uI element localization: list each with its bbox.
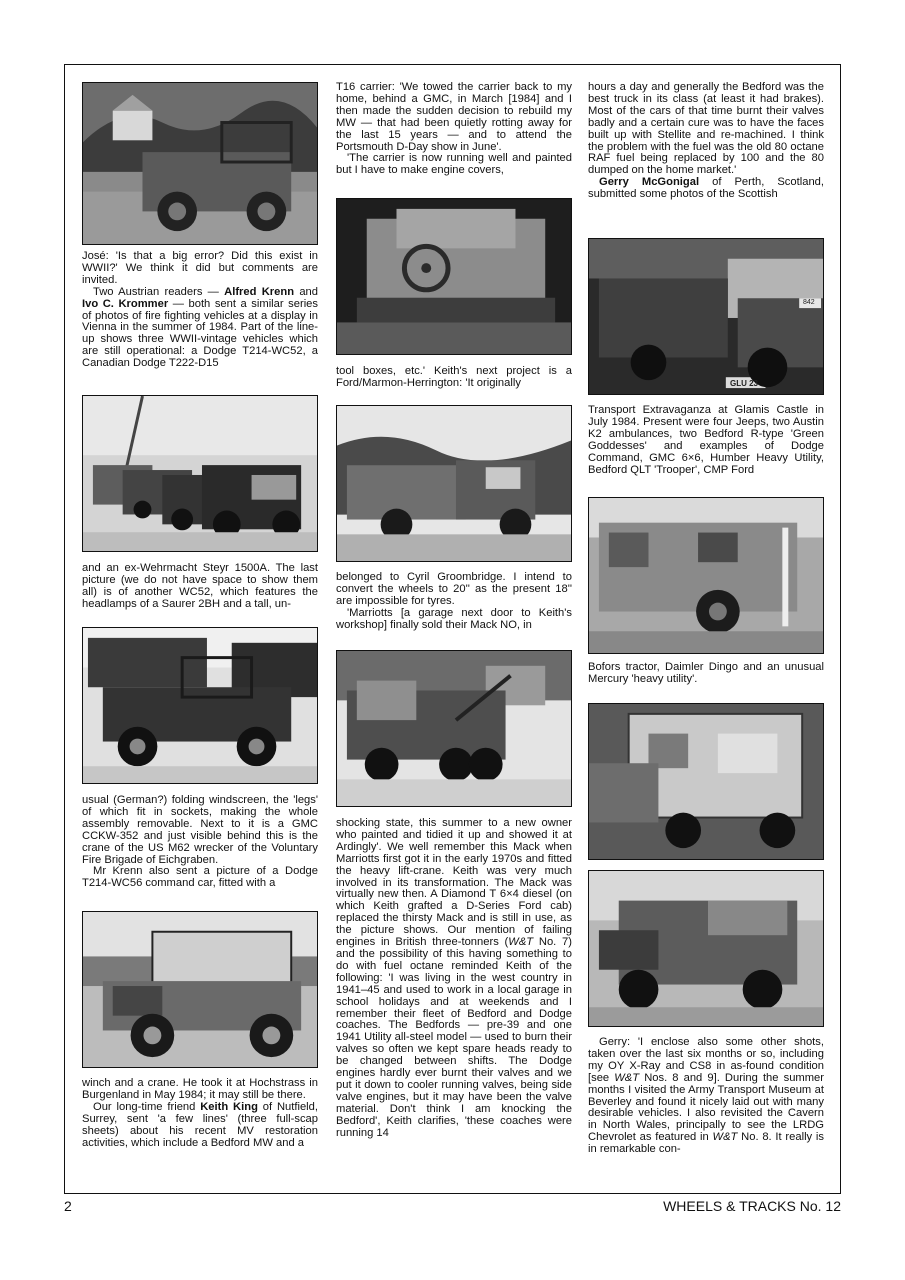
- paragraph: T16 carrier: 'We towed the carrier back to my home, behind a GMC, in March [1984] and I then made the sudden decision to rebuild my MW — that had been quietly rotting away for the last 15 years — and to attend the Portsmouth D-Day show in June'.: [336, 81, 572, 153]
- photo-dodge-command-car: [82, 911, 318, 1068]
- reader-name: Gerry McGonigal: [599, 176, 700, 189]
- photo-cs8: [588, 870, 824, 1027]
- paragraph: tool boxes, etc.' Keith's next project is a Ford/Marmon-Herrington: 'It originally: [336, 365, 572, 389]
- paragraph: hours a day and generally the Bedford was the best truck in its class (at least it had brakes). Most of the cars of that time burnt their valves badly and a certain cure was to have the faces built up with Stellite and re-machined. I think the problem with the fuel was the old 80 octane RAF fuel being replaced by 100 and the 80 dumped on the home market.': [588, 81, 824, 177]
- paragraph: Mr Krenn also sent a picture of a Dodge T214-WC56 command car, fitted with a: [82, 865, 318, 890]
- column-3-text-b: [588, 405, 824, 476]
- paragraph: Transport Extravaganza at Glamis Castle in July 1984. Present were four Jeeps, two Austin K2 ambulances, two Bedford R-type 'Green Goddesses' and examples of Dodge Command, GMC 6×6, Humber Heavy Utility, Bedford QLT 'Trooper', CMP Ford: [588, 404, 824, 476]
- paragraph: 'Marriotts [a garage next door to Keith's workshop] finally sold their Mack NO, in: [336, 606, 572, 631]
- photo-vienna-lineup: [82, 395, 318, 552]
- column-3-text-d: [588, 1037, 824, 1156]
- paragraph: Our long-time friend Keith King of Nutfield, Surrey, sent 'a few lines' (three full-scap sheets) about his recent MV restoration activities, which include a Bedford MW and a: [82, 1100, 318, 1149]
- page-number: 2: [64, 1198, 72, 1214]
- column-2-text-b: [336, 366, 572, 390]
- reader-name: Ivo C. Krommer: [82, 297, 169, 310]
- number-plate: GLU 23: [730, 379, 759, 388]
- column-1-text-c: [82, 795, 318, 890]
- photo-dodge-open-truck: [82, 82, 318, 245]
- column-1-text-b: [82, 563, 318, 611]
- paragraph: José: 'Is that a big error? Did this exist in WWII?' We think it did but comments are invited.: [82, 250, 318, 286]
- number-plate: 842: [803, 299, 815, 306]
- reader-name: Alfred Krenn: [224, 285, 295, 298]
- paragraph: Gerry McGonigal of Perth, Scotland, submitted some photos of the Scottish: [588, 176, 824, 201]
- paragraph: belonged to Cyril Groombridge. I intend to convert the wheels to 20'' as the present 18'' are impossible for tyres.: [336, 571, 572, 607]
- photo-oy-xray: [588, 703, 824, 860]
- column-2-text-d: [336, 818, 572, 1139]
- paragraph: Two Austrian readers — Alfred Krenn and Ivo C. Krommer — both sent a similar series of photos of fire fighting vehicles at a display in Vienna in the summer of 1984. Part of the line-up shows three WWII-vintage vehicles which are still operational: a Dodge T214-WC52, a Canadian Dodge T222-D15: [82, 285, 319, 370]
- paragraph: usual (German?) folding windscreen, the 'legs' of which fit in sockets, making the whole assembly removable. Next to it is a GMC CCKW-352 and just visible behind this is the crane of the US M62 wrecker of the Voluntary Fire Brigade of Eichgraben.: [82, 794, 318, 866]
- photo-glamis-gmc: [588, 238, 824, 395]
- paragraph: winch and a crane. He took it at Hochstrass in Burgenland in May 1984; it may still be there.: [82, 1077, 318, 1101]
- photo-ford-marmon-herrington: [336, 405, 572, 562]
- magazine-abbrev: W&T: [508, 936, 534, 949]
- photo-wc52-windscreen: [82, 627, 318, 784]
- paragraph: shocking state, this summer to a new owner who painted and tidied it up and showed it at Ardingly'. We well remember this Mack when Marriotts first got it in the early 1970s and fitted the heavy lift-crane. Keith was very much involved in its transformation. The Mack was virtually new then. A Diamond T 6×4 diesel (on which Keith grafted a D-Series Ford cab) replaced the thirsty Mack and is still in use, as the picture shows. Our mention of failing engines in British three-tonners (W&T No. 7) and the possibility of this having something to do with fuel octane reminded Keith of the following: 'I was living in the west country in 1941–45 and used to work in a local garage in school holidays and at weekends and I remember their fleet of Bedford and Dodge coaches. The Bedfords — pre-39 and one 1941 Utility all-steel model — used to burn their valves so often we kept spare heads ready to be changed between shifts. The Dodge engines hardly ever burnt their valves and we put it down to cooler running valves, being side valve engines, but it may have been the valve material. Don't think I am knocking the Bedford', Keith clarifies, 'these coaches were running 14: [336, 817, 572, 1139]
- column-3-text-c: [588, 662, 824, 686]
- paragraph: Gerry: 'I enclose also some other shots, taken over the last six months or so, including my OY X-Ray and CS8 in as-found condition [see W&T Nos. 8 and 9]. During the summer months I visited the Army Transport Museum at Beverley and found it nicely laid out with many desirable vehicles. I also revisited the Cavern in North Wales, principally to see the LRDG Chevrolet as featured in W&T No. 8. It really is in remarkable con-: [588, 1036, 825, 1156]
- column-2-text-c: [336, 572, 572, 632]
- column-1-text-a: [82, 251, 318, 370]
- magazine-abbrev: W&T: [614, 1071, 640, 1084]
- paragraph: and an ex-Wehrmacht Steyr 1500A. The last picture (we do not have space to show them all) is of another WC52, which features the headlamps of a Saurer 2BH and a tall, un-: [82, 562, 318, 610]
- magazine-title: WHEELS & TRACKS No. 12: [663, 1198, 841, 1214]
- column-1-text-d: [82, 1078, 318, 1149]
- photo-t16-carrier: [336, 198, 572, 355]
- photo-bofors-tractor: [588, 497, 824, 654]
- magazine-abbrev: W&T: [712, 1131, 738, 1144]
- reader-name: Keith King: [200, 1100, 258, 1113]
- paragraph: 'The carrier is now running well and painted but I have to make engine covers,: [336, 152, 572, 177]
- column-3-text-a: [588, 82, 824, 201]
- paragraph: Bofors tractor, Daimler Dingo and an unusual Mercury 'heavy utility'.: [588, 661, 824, 685]
- photo-mack-wrecker: [336, 650, 572, 807]
- column-2-text-a: [336, 82, 572, 177]
